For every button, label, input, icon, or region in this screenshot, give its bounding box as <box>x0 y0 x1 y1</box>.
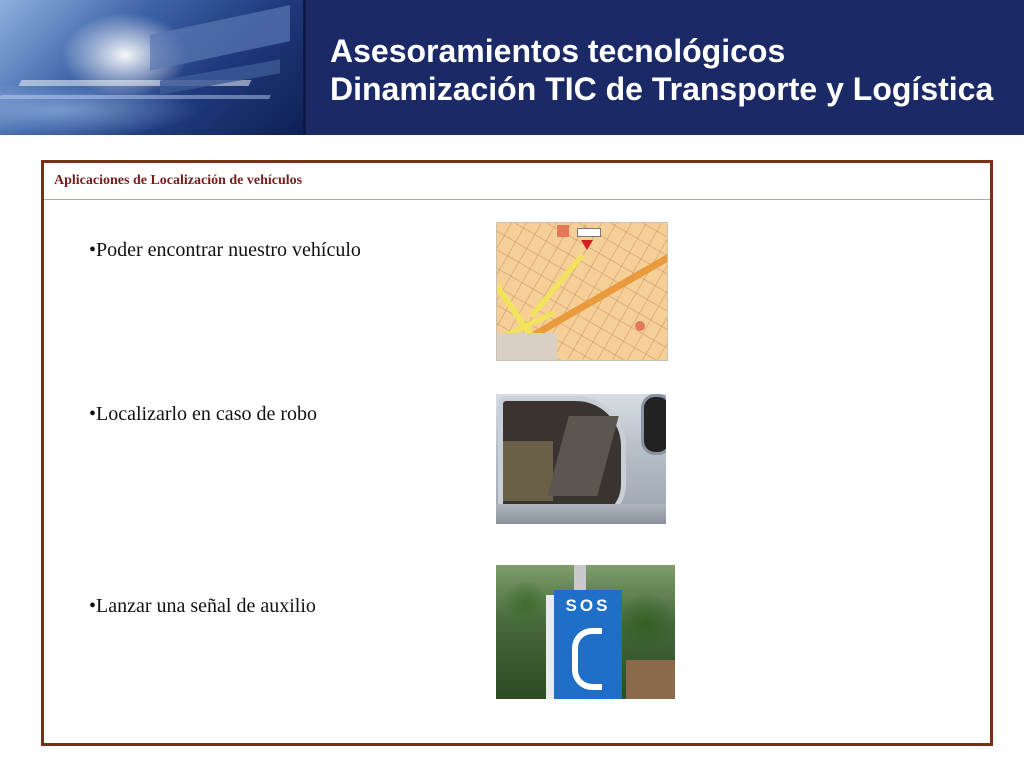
location-marker-icon <box>581 240 593 250</box>
header-divider <box>303 0 306 135</box>
panel-header <box>44 163 990 200</box>
phone-icon <box>572 628 602 690</box>
broken-car-window-image <box>496 394 666 524</box>
page-title-line1: Asesoramientos tecnológicos <box>330 33 786 69</box>
bullet-find-vehicle: •Poder encontrar nuestro vehículo <box>89 239 361 261</box>
content-panel <box>41 160 993 746</box>
sos-sign-image <box>496 565 675 699</box>
sos-sign-text: SOS <box>565 596 611 615</box>
bullet-distress-signal: •Lanzar una señal de auxilio <box>89 595 316 617</box>
panel-title: Aplicaciones de Localización de vehículos <box>54 173 303 188</box>
header-banner <box>0 0 1024 135</box>
page-title-line2: Dinamización TIC de Transporte y Logística <box>330 71 994 107</box>
map-image <box>496 222 668 361</box>
page-title <box>330 32 993 108</box>
header-photo <box>0 0 305 135</box>
bullet-locate-theft: •Localizarlo en caso de robo <box>89 403 318 425</box>
sos-sign <box>554 590 622 699</box>
